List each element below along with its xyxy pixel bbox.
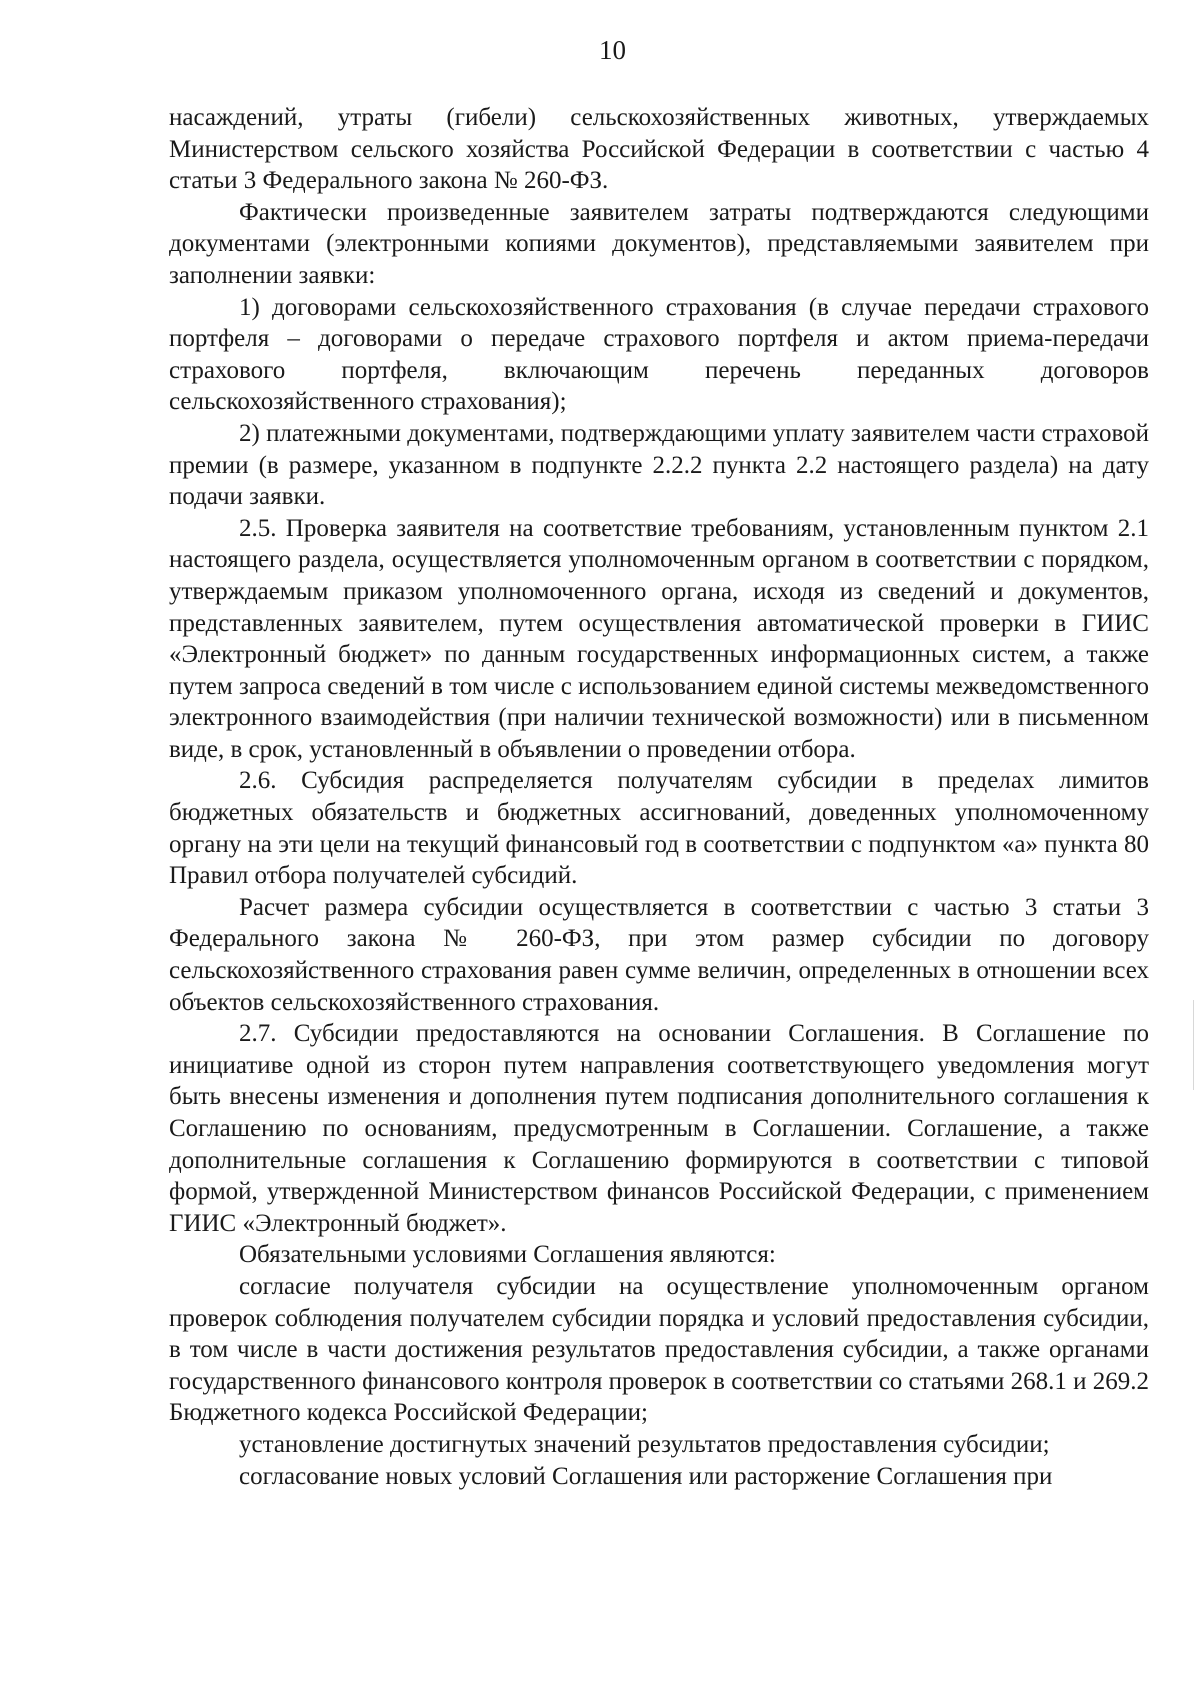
condition-consent-checks: согласие получателя субсидии на осуществление уполномоченным органом проверок соблюдения получателем субсидии порядка и условий предоставления субсидии, в том числе в части достижения результатов предоставления субсидии, а также органами государственного финансового контроля проверок в соответствии со статьями 268.1 и 269.2 Бюджетного кодекса Российской Федерации;	[169, 1272, 1149, 1427]
paragraph-continuation: насаждений, утраты (гибели) сельскохозяйственных животных, утверждаемых Министерством сельского хозяйства Российской Федерации в соответствии с частью 4 статьи 3 Федерального закона № 260-ФЗ.	[169, 104, 1149, 195]
list-item-payment-documents: 2) платежными документами, подтверждающими уплату заявителем части страховой премии (в размере, указанном в подпункте 2.2.2 пункта 2.2 настоящего раздела) на дату подачи заявки.	[169, 419, 1149, 511]
condition-new-terms: согласование новых условий Соглашения или расторжение Соглашения при	[239, 1462, 1053, 1490]
page-number: 10	[599, 35, 626, 65]
paragraph-2-7: 2.7. Субсидии предоставляются на основании Соглашения. В Соглашение по инициативе одной из сторон путем направления соответствующего уведомления могут быть внесены изменения и дополнения путем подписания дополнительного соглашения к Соглашению по основаниям, предусмотренным в Соглашении. Соглашение, а также дополнительные соглашения к Соглашению формируются в соответствии с типовой формой, утвержденной Министерством финансов Российской Федерации, с применением ГИИС «Электронный бюджет».	[169, 1020, 1149, 1237]
paragraph-subsidy-calculation: Расчет размера субсидии осуществляется в соответствии с частью 3 статьи 3 Федерального закона № 260-ФЗ, при этом размер субсидии по договору сельскохозяйственного страхования равен сумме величин, определенных в отношении всех объектов сельскохозяйственного страхования.	[169, 893, 1149, 1016]
list-item-contracts: 1) договорами сельскохозяйственного страхования (в случае передачи страхового портфеля – договорами о передаче страхового портфеля и актом приема-передачи страхового портфеля, включающим перечень переданных договоров сельскохозяйственного страхования);	[169, 293, 1149, 416]
paragraph-2-6: 2.6. Субсидия распределяется получателям субсидии в пределах лимитов бюджетных обязательств и бюджетных ассигнований, доведенных уполномоченному органу на эти цели на текущий финансовый год в соответствии с подпунктом «а» пункта 80 Правил отбора получателей субсидий.	[169, 767, 1149, 890]
paragraph-mandatory-conditions: Обязательными условиями Соглашения являются:	[239, 1241, 776, 1269]
condition-result-values: установление достигнутых значений результатов предоставления субсидии;	[239, 1430, 1050, 1458]
paragraph-costs-confirmation: Фактически произведенные заявителем затраты подтверждаются следующими документами (электронными копиями документов), представляемыми заявителем при заполнении заявки:	[169, 198, 1149, 289]
scan-edge-mark	[1193, 1000, 1194, 1090]
paragraph-2-5: 2.5. Проверка заявителя на соответствие требованиям, установленным пунктом 2.1 настоящего раздела, осуществляется уполномоченным органом в соответствии с порядком, утверждаемым приказом уполномоченного органа, исходя из сведений и документов, представленных заявителем, путем осуществления автоматической проверки в ГИИС «Электронный бюджет» по данным государственных информационных систем, а также путем запроса сведений в том числе с использованием единой системы межведомственного электронного взаимодействия (при наличии технической возможности) или в письменном виде, в срок, установленный в объявлении о проведении отбора.	[169, 514, 1149, 763]
document-body	[169, 102, 1149, 1492]
